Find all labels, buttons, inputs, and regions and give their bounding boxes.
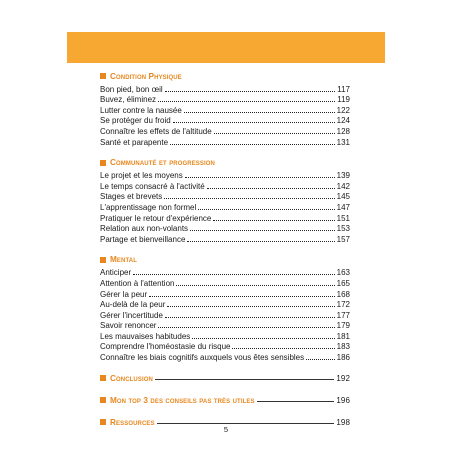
toc-entry[interactable] [100, 321, 350, 332]
section-title: Communauté et progression [110, 158, 215, 168]
entry-page: 181 [336, 331, 350, 341]
entry-page: 117 [337, 84, 350, 94]
entry-page: 165 [336, 278, 350, 288]
entry-title: Partage et bienveillance [100, 234, 186, 244]
chapter-page: 196 [336, 395, 350, 405]
entry-title: Bon pied, bon œil [100, 84, 163, 94]
dot-leader [164, 194, 334, 199]
entry-page: 157 [336, 234, 350, 244]
toc-entry[interactable] [100, 95, 350, 106]
dot-leader [173, 118, 335, 123]
toc-entry[interactable] [100, 181, 350, 192]
entry-title: Gérer la peur [100, 289, 148, 299]
entry-page: 186 [336, 353, 350, 363]
dot-leader [133, 270, 335, 275]
entry-page: 122 [336, 105, 350, 115]
toc-chapter-conclusion[interactable] [100, 372, 350, 384]
dot-leader [192, 334, 334, 339]
entry-title: Attention à l'attention [100, 278, 175, 288]
entry-title: Relation aux non-volants [100, 224, 189, 234]
dot-leader [184, 108, 335, 113]
toc-entry[interactable] [100, 202, 350, 213]
toc-entry[interactable] [100, 234, 350, 245]
entry-title: Pratiquer le retour d'expérience [100, 213, 212, 223]
dot-leader [158, 323, 334, 328]
bullet-square-icon [100, 257, 106, 263]
toc-entry[interactable] [100, 137, 350, 148]
dot-leader [190, 226, 335, 231]
entry-page: 179 [336, 321, 350, 331]
dot-leader [165, 87, 336, 92]
toc-section [100, 70, 350, 148]
entry-page: 168 [336, 289, 350, 299]
entry-title: Stages et brevets [100, 192, 163, 202]
entry-title: Comprendre l'homéostasie du risque [100, 342, 231, 352]
entry-title: Anticiper [100, 268, 132, 278]
section-title: Mental [110, 255, 137, 265]
dot-leader [176, 281, 334, 286]
toc-entry[interactable] [100, 126, 350, 137]
entry-page: 131 [336, 137, 350, 147]
leader-line [157, 418, 335, 424]
dot-leader [185, 173, 335, 178]
toc-section [100, 157, 350, 245]
entry-page: 142 [336, 181, 350, 191]
dot-leader [158, 97, 335, 102]
entry-title: L'apprentissage non formel [100, 202, 197, 212]
dot-leader [170, 140, 335, 145]
dot-leader [165, 313, 335, 318]
page-number: 5 [223, 425, 229, 434]
leader-line [257, 396, 335, 402]
toc-entry[interactable] [100, 331, 350, 342]
dot-leader [187, 237, 334, 242]
entry-title: Connaître les biais cognitifs auxquels vous êtes sensibles [100, 353, 305, 363]
toc-entry[interactable] [100, 224, 350, 235]
toc-entry[interactable] [100, 342, 350, 353]
chapter-page: 198 [336, 417, 350, 427]
toc-entry[interactable] [100, 300, 350, 311]
entry-title: Santé et parapente [100, 137, 169, 147]
toc-entry[interactable] [100, 289, 350, 300]
bullet-square-icon [100, 375, 106, 381]
chapter-title: Ressources [110, 417, 155, 427]
dot-leader [214, 129, 335, 134]
toc-section [100, 254, 350, 363]
section-heading[interactable] [100, 157, 350, 169]
bullet-square-icon [100, 73, 106, 79]
chapter-title: Mon top 3 des conseils pas très utiles [110, 395, 255, 405]
dot-leader [232, 344, 334, 349]
entry-title: Le projet et les moyens [100, 171, 183, 181]
dot-leader [213, 216, 334, 221]
entry-title: Lutter contre la nausée [100, 105, 182, 115]
entry-title: Se protéger du froid [100, 116, 171, 126]
toc-entry[interactable] [100, 105, 350, 116]
section-heading[interactable] [100, 254, 350, 266]
table-of-contents [100, 70, 350, 438]
toc-entry[interactable] [100, 352, 350, 363]
toc-entry[interactable] [100, 278, 350, 289]
entry-page: 139 [336, 171, 350, 181]
entry-page: 151 [336, 213, 350, 223]
entry-page: 153 [336, 224, 350, 234]
entry-page: 183 [336, 342, 350, 352]
toc-entry[interactable] [100, 171, 350, 182]
entry-title: Savoir renoncer [100, 321, 157, 331]
bullet-square-icon [100, 160, 106, 166]
dot-leader [149, 292, 335, 297]
toc-chapter-top3[interactable] [100, 394, 350, 406]
entry-title: Au-delà de la peur [100, 300, 166, 310]
entry-page: 119 [337, 95, 350, 105]
section-title: Condition Physique [110, 71, 182, 81]
entry-page: 147 [336, 202, 350, 212]
entry-page: 128 [336, 126, 350, 136]
section-heading[interactable] [100, 70, 350, 82]
bullet-square-icon [100, 397, 106, 403]
chapter-title: Conclusion [110, 373, 153, 383]
entry-title: Connaître les effets de l'altitude [100, 126, 212, 136]
dot-leader [198, 205, 334, 210]
entry-title: Les mauvaises habitudes [100, 331, 191, 341]
header-banner [67, 32, 385, 63]
leader-line [155, 374, 334, 380]
entry-page: 177 [336, 310, 350, 320]
entry-page: 124 [336, 116, 350, 126]
dot-leader [207, 184, 335, 189]
toc-entry[interactable] [100, 310, 350, 321]
dot-leader [306, 355, 335, 360]
entry-title: Buvez, éliminez [100, 95, 157, 105]
entry-title: Gérer l'incertitude [100, 310, 163, 320]
entry-page: 163 [336, 268, 350, 278]
toc-entry[interactable] [100, 116, 350, 127]
dot-leader [167, 302, 334, 307]
toc-entry[interactable] [100, 192, 350, 203]
entry-page: 172 [336, 300, 350, 310]
toc-entry[interactable] [100, 84, 350, 95]
toc-entry[interactable] [100, 213, 350, 224]
entry-title: Le temps consacré à l'activité [100, 181, 205, 191]
entry-page: 145 [336, 192, 350, 202]
chapter-page: 192 [336, 373, 350, 383]
toc-entry[interactable] [100, 268, 350, 279]
